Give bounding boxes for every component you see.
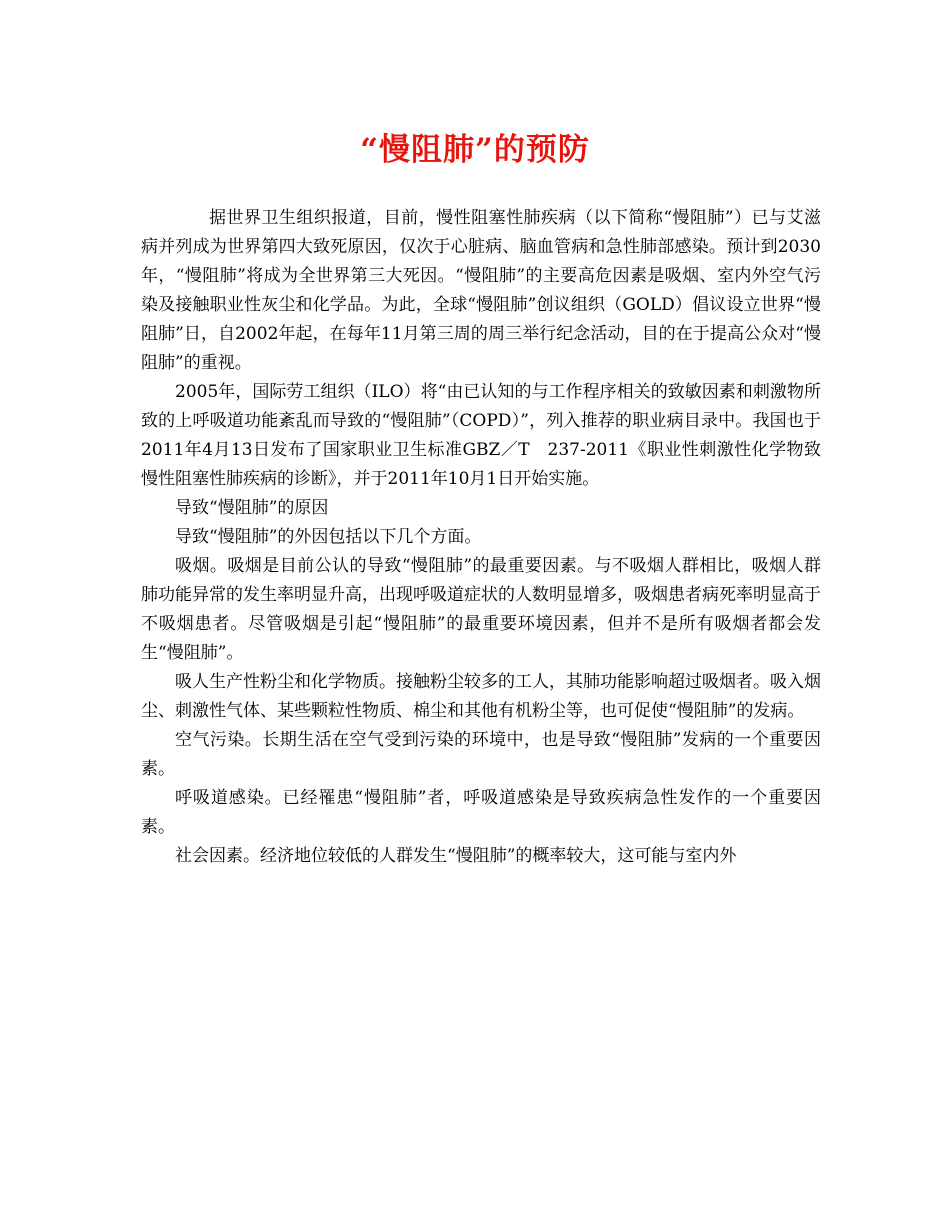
document-body [141, 204, 821, 871]
paragraph-intro: 据世界卫生组织报道，目前，慢性阻塞性肺疾病（以下简称“慢阻肺”）已与艾滋病并列成为世界第四大致死原因，仅次于心脏病、脑血管病和急性肺部感染。预计到2030年，“慢阻肺”将成为全世界第三大死因。“慢阻肺”的主要高危因素是吸烟、室内外空气污染及接触职业性灰尘和化学品。为此，全球“慢阻肺”创议组织（GOLD）倡议设立世界“慢阻肺”日，自2002年起，在每年11月第三周的周三举行纪念活动，目的在于提高公众对“慢阻肺”的重视。 [141, 208, 821, 373]
paragraph-smoking: 吸烟。吸烟是目前公认的导致“慢阻肺”的最重要因素。与不吸烟人群相比，吸烟人群肺功能异常的发生率明显升高，出现呼吸道症状的人数明显增多，吸烟患者病死率明显高于不吸烟患者。尽管吸烟是引起“慢阻肺”的最重要环境因素，但并不是所有吸烟者都会发生“慢阻肺”。 [141, 556, 821, 663]
paragraph-external-causes: 导致“慢阻肺”的外因包括以下几个方面。 [175, 527, 482, 547]
paragraph-social-factors: 社会因素。经济地位较低的人群发生“慢阻肺”的概率较大，这可能与室内外 [175, 846, 737, 866]
paragraph-respiratory-infection: 呼吸道感染。已经罹患“慢阻肺”者，呼吸道感染是导致疾病急性发作的一个重要因素。 [141, 788, 821, 837]
paragraph-ilo-2005: 2005年，国际劳工组织（ILO）将“由已认知的与工作程序相关的致敏因素和刺激物所致的上呼吸道功能紊乱而导致的“慢阻肺”（COPD）”，列入推荐的职业病目录中。我国也于2011年4月13日发布了国家职业卫生标准GBZ／T 237-2011《职业性刺激性化学物致慢性阻塞性肺疾病的诊断》，并于2011年10月1日开始实施。 [141, 382, 821, 489]
document-title: “慢阻肺”的预防 [360, 132, 590, 168]
paragraph-air-pollution: 空气污染。长期生活在空气受到污染的环境中，也是导致“慢阻肺”发病的一个重要因素。 [141, 730, 821, 779]
section-heading-causes: 导致“慢阻肺”的原因 [175, 498, 329, 518]
paragraph-dust-chemicals: 吸人生产性粉尘和化学物质。接触粉尘较多的工人，其肺功能影响超过吸烟者。吸入烟尘、刺激性气体、某些颗粒性物质、棉尘和其他有机粉尘等，也可促使“慢阻肺”的发病。 [141, 672, 821, 721]
